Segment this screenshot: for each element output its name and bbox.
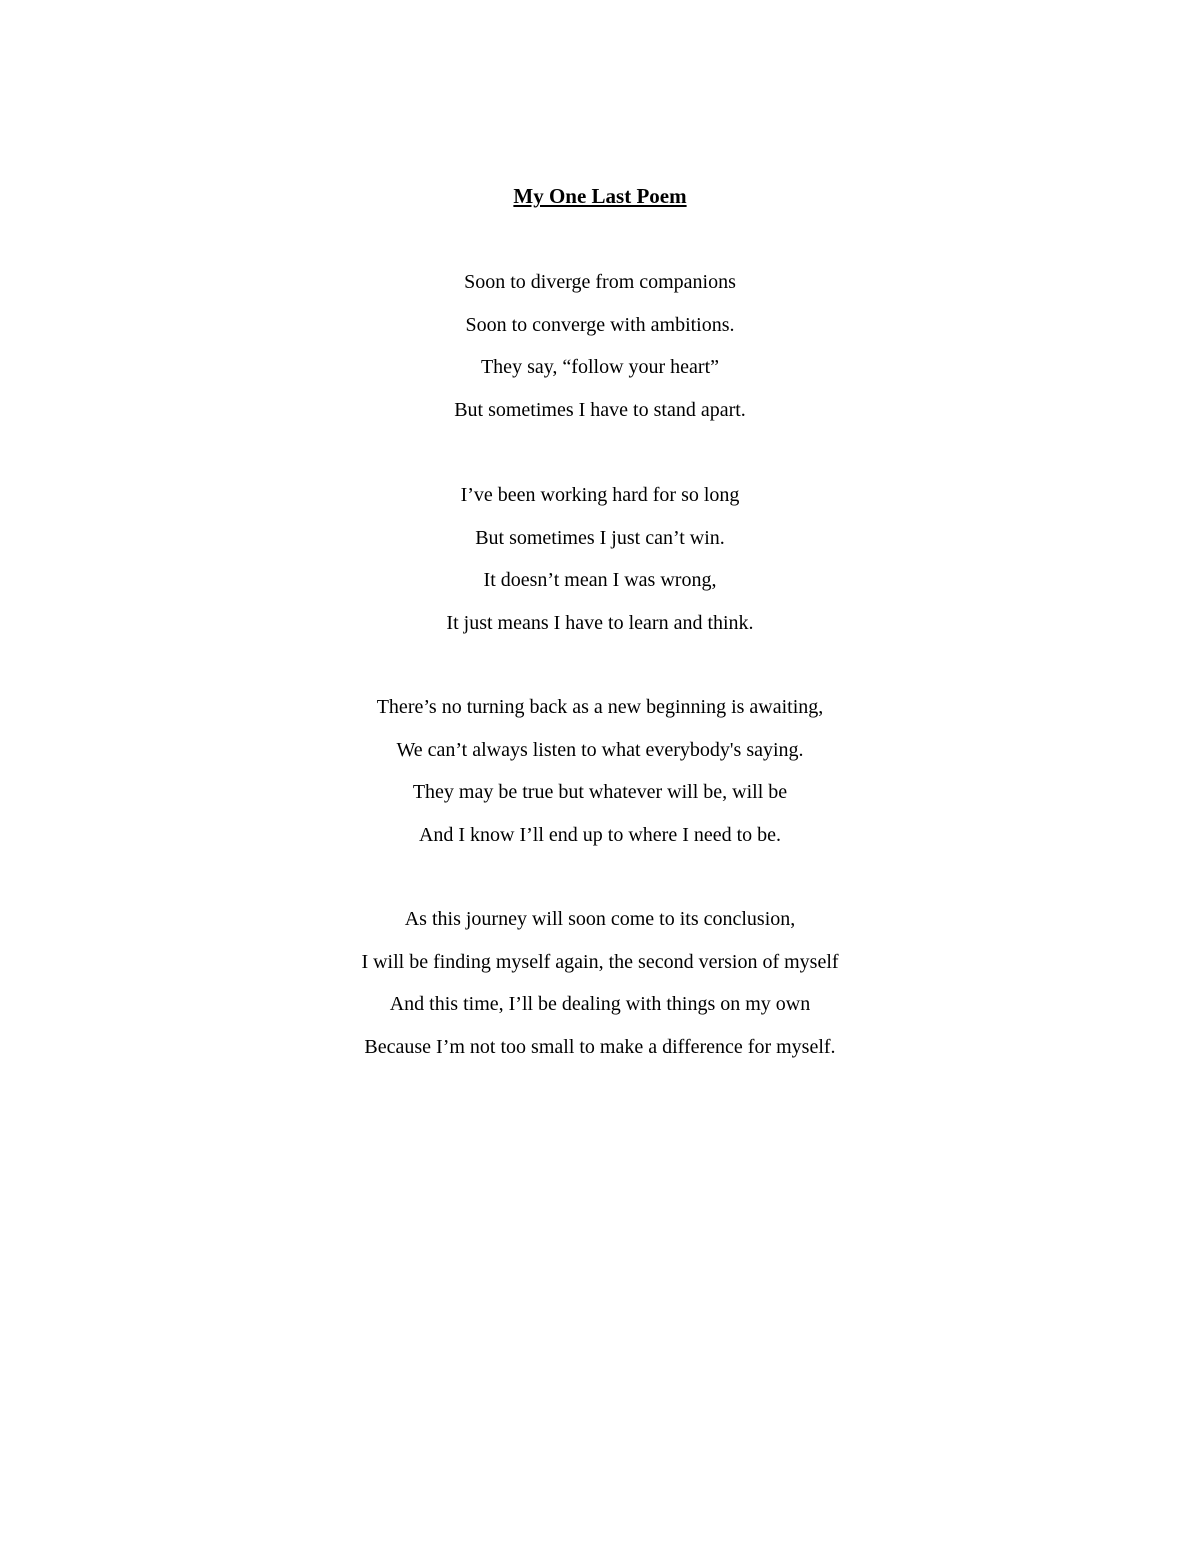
poem-line: I’ve been working hard for so long bbox=[460, 484, 740, 506]
poem-title: My One Last Poem bbox=[513, 184, 687, 208]
poem-line: It doesn’t mean I was wrong, bbox=[483, 569, 717, 591]
poem-line: As this journey will soon come to its conclusion, bbox=[404, 908, 796, 930]
poem-line: I will be finding myself again, the second version of myself bbox=[361, 950, 839, 973]
poem-line: We can’t always listen to what everybody's saying. bbox=[396, 738, 804, 761]
poem-line: Soon to diverge from companions bbox=[464, 271, 736, 293]
stanza-1 bbox=[0, 268, 1200, 438]
poem-line: There’s no turning back as a new beginning is awaiting, bbox=[376, 696, 824, 718]
poem-line: But sometimes I just can’t win. bbox=[475, 526, 725, 549]
poem-line: But sometimes I have to stand apart. bbox=[454, 398, 746, 421]
poem-line: Soon to converge with ambitions. bbox=[465, 313, 735, 336]
poem-line: And this time, I’ll be dealing with things on my own bbox=[389, 993, 811, 1015]
poem-line: It just means I have to learn and think. bbox=[446, 611, 754, 634]
stanza-3 bbox=[0, 693, 1200, 863]
poem-line: They say, “follow your heart” bbox=[480, 356, 720, 378]
stanza-2 bbox=[0, 481, 1200, 651]
stanza-4 bbox=[0, 905, 1200, 1075]
poem-line: And I know I’ll end up to where I need to be. bbox=[418, 823, 782, 846]
poem-line: Because I’m not too small to make a difference for myself. bbox=[364, 1035, 836, 1058]
poem-line: They may be true but whatever will be, will be bbox=[412, 781, 788, 803]
